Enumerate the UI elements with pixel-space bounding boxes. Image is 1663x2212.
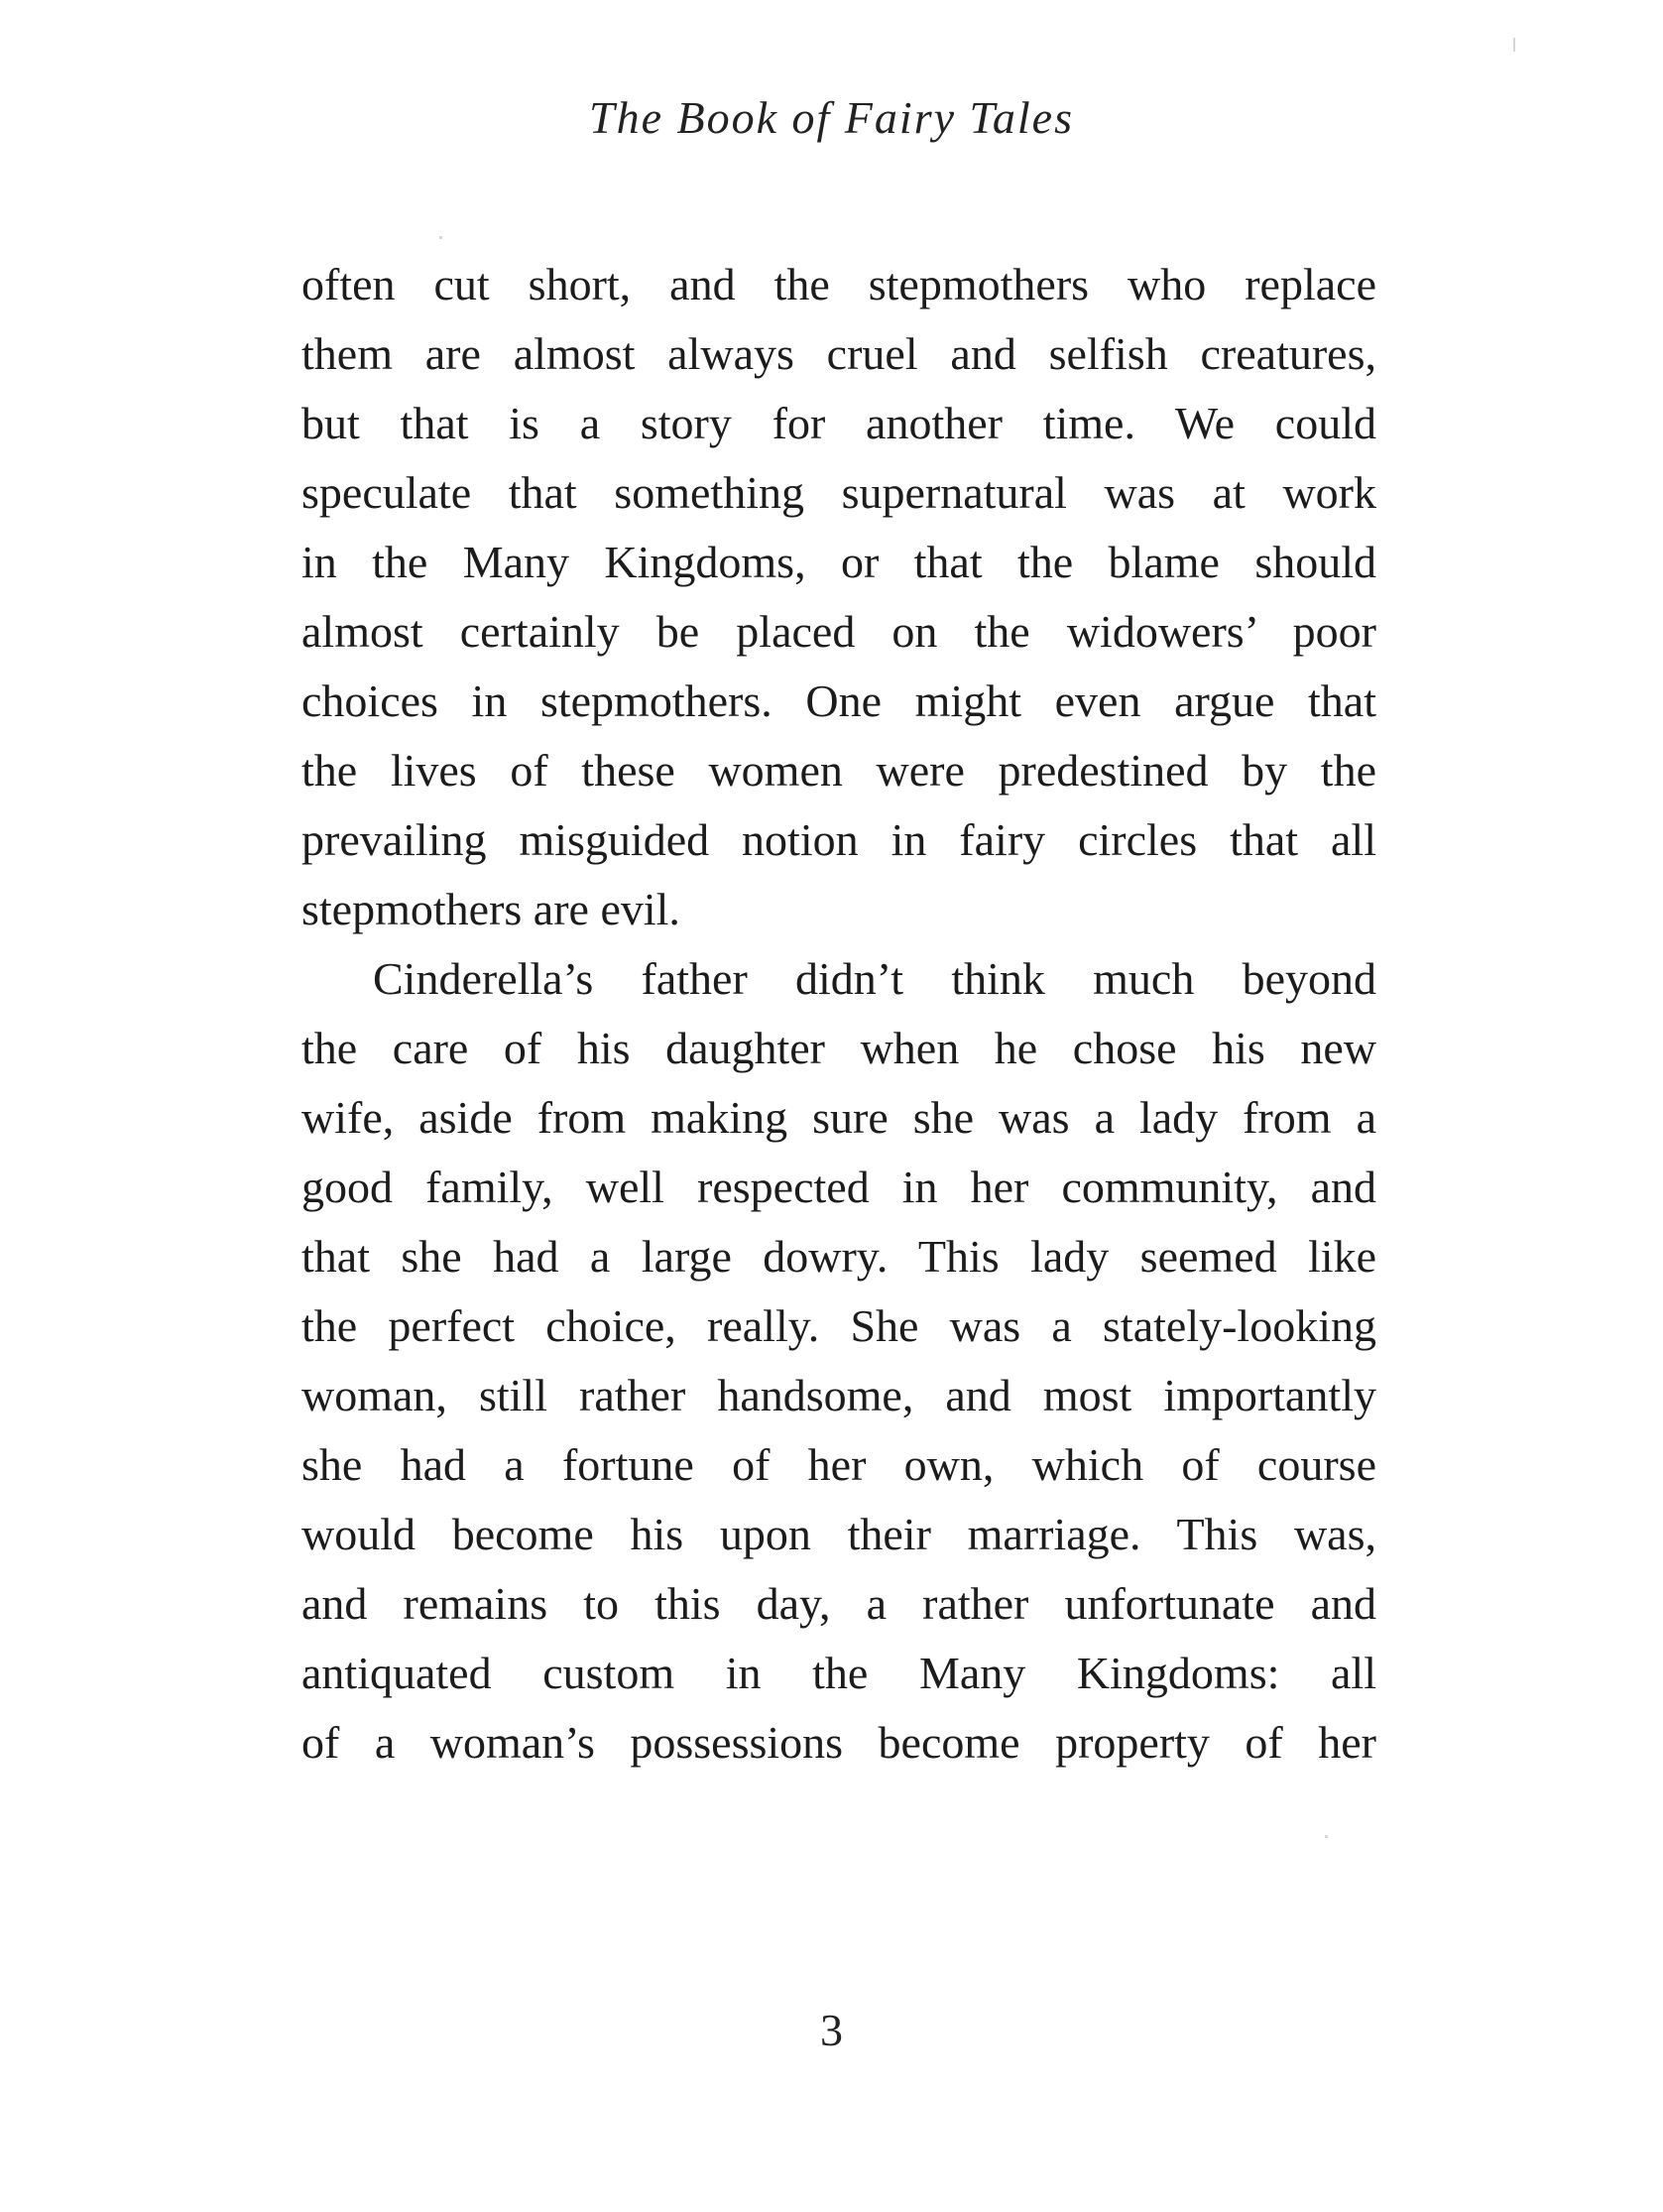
- text-line: the care of his daughter when he chose his new: [301, 1023, 1376, 1073]
- text-line: antiquated custom in the Many Kingdoms: all: [301, 1648, 1376, 1698]
- text-line: and remains to this day, a rather unfortunate and: [301, 1578, 1376, 1629]
- text-line: wife, aside from making sure she was a lady from a: [301, 1092, 1376, 1143]
- text-line: of a woman’s possessions become property of her: [301, 1717, 1376, 1768]
- text-line: the lives of these women were predestined by the: [301, 745, 1376, 796]
- page-number: 3: [820, 2005, 843, 2055]
- body-text: [301, 250, 1376, 1778]
- text-line: she had a fortune of her own, which of course: [301, 1439, 1376, 1490]
- text-line: the perfect choice, really. She was a stately-looking: [301, 1300, 1376, 1351]
- text-line: Cinderella’s father didn’t think much beyond: [373, 953, 1376, 1004]
- text-line: good family, well respected in her community, and: [301, 1162, 1376, 1212]
- running-title: The Book of Fairy Tales: [589, 92, 1074, 143]
- text-line: choices in stepmothers. One might even argue that: [301, 676, 1376, 726]
- text-line: would become his upon their marriage. This was,: [301, 1509, 1376, 1559]
- text-line: often cut short, and the stepmothers who replace: [301, 259, 1376, 309]
- scan-speck: [439, 236, 442, 239]
- text-line: but that is a story for another time. We could: [301, 398, 1376, 448]
- paragraph: [301, 250, 1376, 944]
- scan-speck: [1513, 38, 1515, 52]
- scan-speck: [1325, 1835, 1328, 1838]
- text-line: stepmothers are evil.: [301, 884, 680, 934]
- text-line: in the Many Kingdoms, or that the blame should: [301, 537, 1376, 587]
- text-line: speculate that something supernatural was at work: [301, 467, 1376, 518]
- text-line: prevailing misguided notion in fairy circles that all: [301, 814, 1376, 865]
- text-line: almost certainly be placed on the widowers’ poor: [301, 606, 1376, 657]
- text-line: that she had a large dowry. This lady seemed like: [301, 1231, 1376, 1282]
- text-line: woman, still rather handsome, and most importantly: [301, 1370, 1376, 1420]
- text-line: them are almost always cruel and selfish creatures,: [301, 328, 1376, 379]
- paragraph: [301, 944, 1376, 1778]
